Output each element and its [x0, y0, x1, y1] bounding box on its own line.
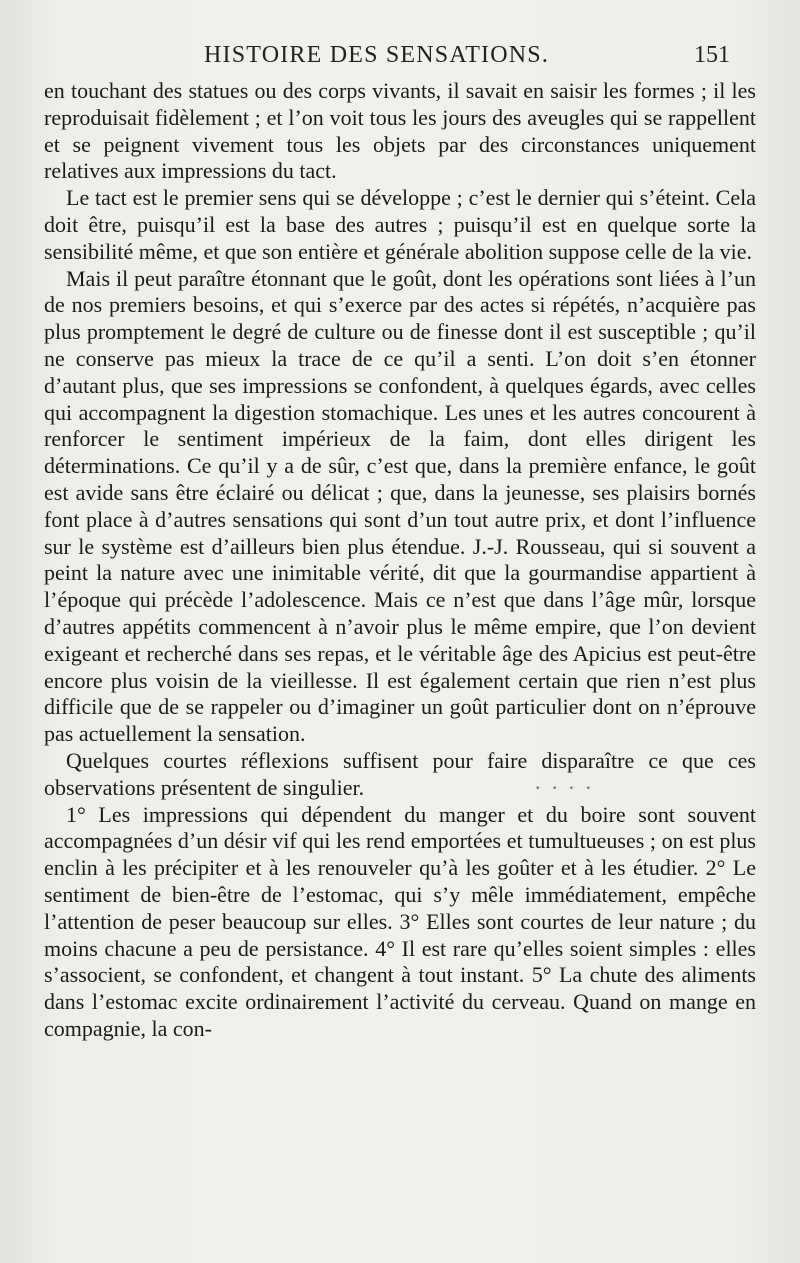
paragraph: 1° Les impressions qui dépendent du manger et du boire sont souvent accompagnées d’un désir vif qui les rend emportées et tumultueuses ; on est plus enclin à les précipiter et à les renouveler qu’à les goûter et à les étudier. 2° Le sentiment de bien-être de l’estomac, qui s’y mêle immédiatement, empêche l’attention de peser beaucoup sur elles. 3° Elles sont courtes de leur nature ; du moins chacune a peu de persistance. 4° Il est rare qu’elles soient simples : elles s’associent, se confondent, et changent à tout instant. 5° La chute des aliments dans l’estomac excite ordinairement l’activité du cerveau. Quand on mange en compagnie, la con-: [44, 801, 756, 1041]
paragraph-text: Quelques courtes réflexions suffisent pour faire disparaître ce que ces observations présentent de singulier.: [44, 747, 756, 800]
page-number: 151: [694, 42, 730, 68]
paragraph: [44, 748, 756, 802]
running-head: [44, 42, 730, 76]
body-text: [44, 78, 756, 1043]
ink-specks: · · · ·: [534, 774, 594, 800]
paragraph: en touchant des statues ou des corps vivants, il savait en saisir les formes ; il les reproduisait fidèlement ; et l’on voit tous les jours des aveugles qui se rappellent et se peignent vivement tous les objets par des circonstances uniquement relatives aux impressions du tact.: [44, 78, 756, 184]
paragraph: Le tact est le premier sens qui se développe ; c’est le dernier qui s’éteint. Cela doit être, puisqu’il est la base des autres ; puisqu’il est en quelque sorte la sensibilité même, et que son entière et générale abolition suppose celle de la vie.: [44, 185, 756, 264]
paragraph: Mais il peut paraître étonnant que le goût, dont les opérations sont liées à l’un de nos premiers besoins, et qui s’exerce par des actes si répétés, n’acquière pas plus promptement le degré de culture ou de finesse dont il est susceptible ; qu’il ne conserve pas mieux la trace de ce qu’il a senti. L’on doit s’en étonner d’autant plus, que ses impressions se confondent, à quelques égards, avec celles qui accompagnent la digestion stomachique. Les unes et les autres concourent à renforcer le sentiment impérieux de la faim, dont elles dirigent les déterminations. Ce qu’il y a de sûr, c’est que, dans la première enfance, le goût est avide sans être éclairé ou délicat ; que, dans la jeunesse, ses plaisirs bornés font place à d’autres sensations qui sont d’un tout autre prix, et dont l’influence sur le système est d’ailleurs bien plus étendue. J.-J. Rousseau, qui si souvent a peint la nature avec une inimitable vérité, dit que la gourmandise appartient à l’époque qui précède l’adolescence. Mais ce n’est que dans l’âge mûr, lorsque d’autres appétits commencent à n’avoir plus le même empire, que l’on devient exigeant et recherché dans ses repas, et le véritable âge des Apicius est peut-être encore plus voisin de la vieillesse. Il est également certain que rien n’est plus difficile que de se rappeler ou d’imaginer un goût particulier dont on n’éprouve pas actuellement la sensation.: [44, 265, 756, 747]
running-title: HISTOIRE DES SENSATIONS.: [204, 42, 550, 68]
